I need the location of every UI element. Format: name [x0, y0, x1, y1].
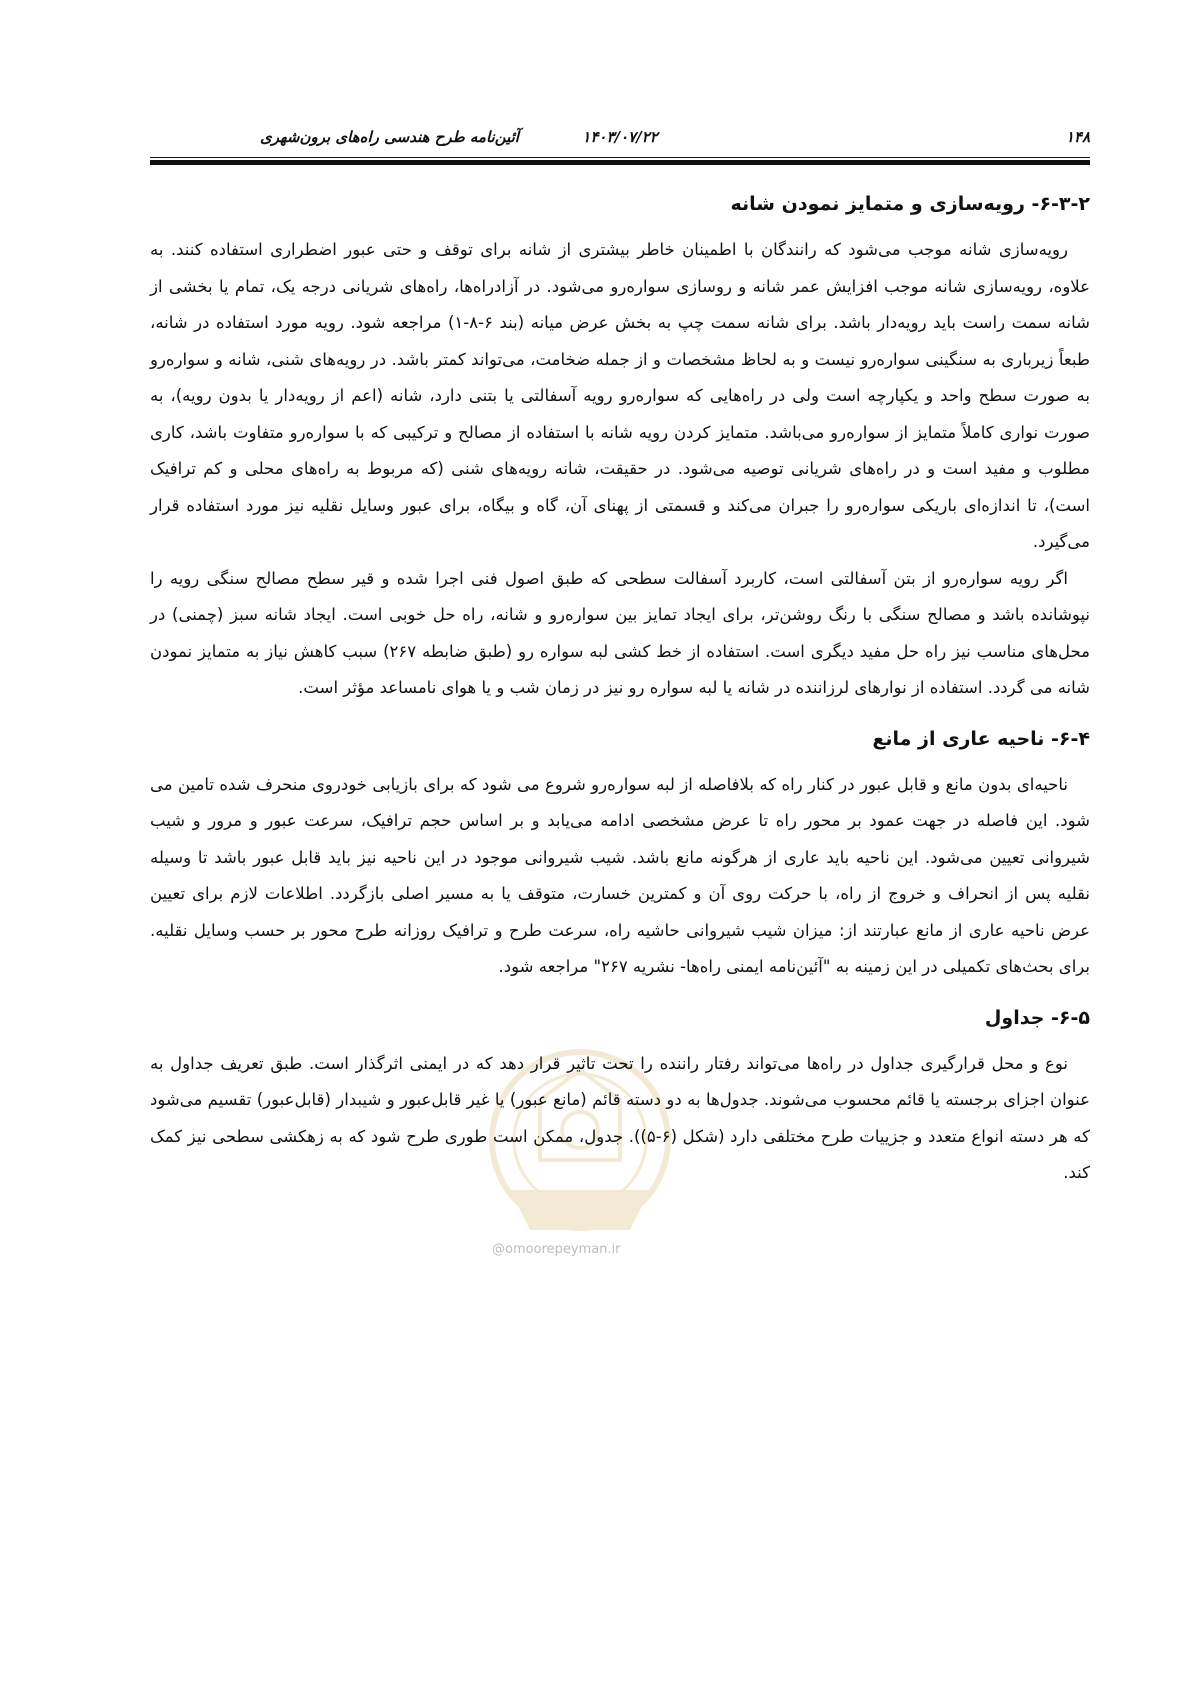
page-number: ۱۴۸	[1065, 128, 1090, 146]
document-body	[150, 186, 1090, 1192]
header-rule-thin	[150, 157, 1090, 158]
section-body	[150, 1046, 1090, 1192]
watermark-url: @omoorepeyman.ir	[492, 1242, 621, 1257]
section-body	[150, 232, 1090, 707]
section-heading: ۶-۳-۲- رویه‌سازی و متمایز نمودن شانه	[730, 193, 1090, 215]
header-title: آئین‌نامه طرح هندسی راه‌های برون‌شهری	[260, 128, 519, 146]
header-rule-thick	[150, 160, 1090, 165]
header-date: ۱۴۰۳/۰۷/۲۲	[582, 128, 658, 146]
paragraph: اگر رویه سواره‌رو از بتن آسفالتی است، کاربرد آسفالت سطحی که طبق اصول فنی اجرا شده و قیر سطح مصالح سنگی رویه را نپوشانده باشد و مصالح سنگی با رنگ روشن‌تر، برای ایجاد تمایز بین سواره‌رو و شانه، راه حل خوبی است. ایجاد شانه سبز (چمنی) در محل‌های مناسب نیز راه حل مفید دیگری است. استفاده از خط کشی لبه سواره رو (طبق ضابطه ۲۶۷) سبب کاهش نیاز به متمایز نمودن شانه می گردد. استفاده از نوارهای لرزاننده در شانه یا لبه سواره رو نیز در زمان شب و یا هوای نامساعد مؤثر است.	[150, 568, 1090, 697]
paragraph: رویه‌سازی شانه موجب می‌شود که رانندگان با اطمینان خاطر بیشتری از شانه برای توقف و حتی عبور اضطراری استفاده کنند. به علاوه، رویه‌سازی شانه موجب افزایش عمر شانه و روسازی سواره‌رو می‌شود. در آزادراه‌ها، راه‌های شریانی درجه یک، تمام یا بخشی از شانه سمت راست باید رویه‌دار باشد. برای شانه سمت چپ به بخش عرض میانه (بند ۶-۸-۱) مراجعه شود. رویه مورد استفاده در شانه، طبعاً زیرباری به سنگینی سواره‌رو نیست و به لحاظ مشخصات و از جمله ضخامت، می‌تواند کمتر باشد. در رویه‌های شنی، شانه و سواره‌رو به صورت سطح واحد و یکپارچه است ولی در راه‌هایی که سواره‌رو رویه آسفالتی یا بتنی دارد، شانه (اعم از رویه‌دار یا بدون رویه)، به صورت نواری کاملاً متمایز از سواره‌رو می‌باشد. متمایز کردن رویه شانه با استفاده از مصالح و ترکیبی که با سواره‌رو متفاوت باشد، کاری مطلوب و مفید است و در راه‌های شریانی توصیه می‌شود. در حقیقت، شانه رویه‌های شنی (که مربوط به راه‌های محلی و کم ترافیک است)، تا اندازه‌ای باریکی سواره‌رو را جبران می‌کند و قسمتی از پهنای آن، گاه و بیگاه، برای عبور وسایل نقلیه نیز مورد استفاده قرار می‌گیرد.	[150, 240, 1090, 551]
section-heading: ۶-۴- ناحیه عاری از مانع	[872, 727, 1090, 750]
section-heading: ۶-۵- جداول	[984, 1006, 1090, 1029]
section-body	[150, 767, 1090, 986]
paragraph: ناحیه‌ای بدون مانع و قابل عبور در کنار راه که بلافاصله از لبه سواره‌رو شروع می شود که برای بازیابی خودروی منحرف شده تامین می شود. این فاصله در جهت عمود بر محور راه تا عرض مشخصی ادامه می‌یابد و بر اساس حجم ترافیک، سرعت عبور و مرور و شیب شیروانی تعیین می‌شود. این ناحیه باید عاری از هرگونه مانع باشد. شیب شیروانی موجود در این ناحیه نیز باید قابل عبور باشد تا وسیله نقلیه پس از انحراف و خروج از راه، با حرکت روی آن و کمترین خسارت، متوقف یا به مسیر اصلی بازگردد. اطلاعات لازم برای تعیین عرض ناحیه عاری از مانع عبارتند از: میزان شیب شیروانی حاشیه راه، سرعت طرح و ترافیک روزانه طرح محور بر حسب وسایل نقلیه. برای بحث‌های تکمیلی در این زمینه به "آئین‌نامه ایمنی راه‌ها- نشریه ۲۶۷" مراجعه شود.	[150, 774, 1090, 976]
running-header	[150, 124, 1090, 154]
paragraph: نوع و محل قرارگیری جداول در راه‌ها می‌تواند رفتار راننده را تحت تاثیر قرار دهد که در ایمنی اثرگذار است. طبق تعریف جداول به عنوان اجزای برجسته یا قائم محسوب می‌شوند. جدول‌ها به دو دسته قائم (مانع عبور) یا غیر قابل‌عبور و شیبدار (قابل‌عبور) تقسیم می‌شود که هر دسته انواع متعدد و جزییات طرح مختلفی دارد (شکل (۶-۵)). جدول، ممکن است طوری طرح شود که به زهکشی سطحی نیز کمک کند.	[150, 1053, 1090, 1182]
